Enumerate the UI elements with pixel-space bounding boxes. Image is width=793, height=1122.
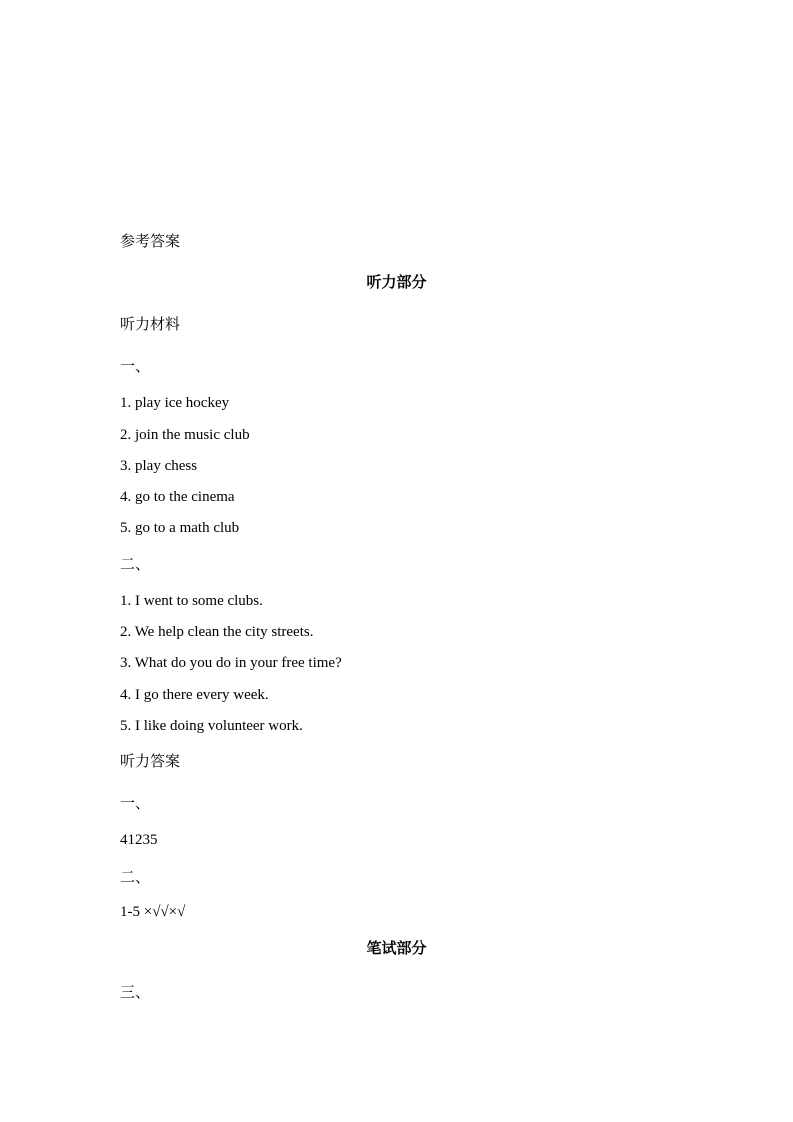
list-item: 3. play chess (120, 458, 198, 474)
answer-section-1-value: 41235 (120, 832, 158, 848)
listening-heading: 听力部分 (366, 273, 427, 291)
list-item: 5. I like doing volunteer work. (120, 718, 303, 734)
list-item: 5. go to a math club (120, 520, 240, 536)
section-1-label: 一、 (120, 357, 151, 375)
list-item: 4. go to the cinema (120, 489, 235, 505)
list-item: 1. I went to some clubs. (120, 593, 263, 609)
listening-material-label: 听力材料 (120, 315, 181, 333)
list-item: 1. play ice hockey (120, 395, 230, 411)
answer-section-2-value: 1-5 ×√√×√ (120, 904, 186, 920)
section-2-label: 二、 (120, 555, 151, 573)
section-3-label: 三、 (120, 983, 151, 1001)
list-item: 2. We help clean the city streets. (120, 624, 314, 640)
answer-key-title: 参考答案 (120, 232, 181, 250)
listening-answer-label: 听力答案 (120, 752, 181, 770)
answer-section-1-label: 一、 (120, 794, 151, 812)
answer-section-2-label: 二、 (120, 868, 151, 886)
written-heading: 笔试部分 (366, 939, 427, 957)
list-item: 3. What do you do in your free time? (120, 655, 342, 671)
list-item: 4. I go there every week. (120, 687, 269, 703)
list-item: 2. join the music club (120, 427, 250, 443)
